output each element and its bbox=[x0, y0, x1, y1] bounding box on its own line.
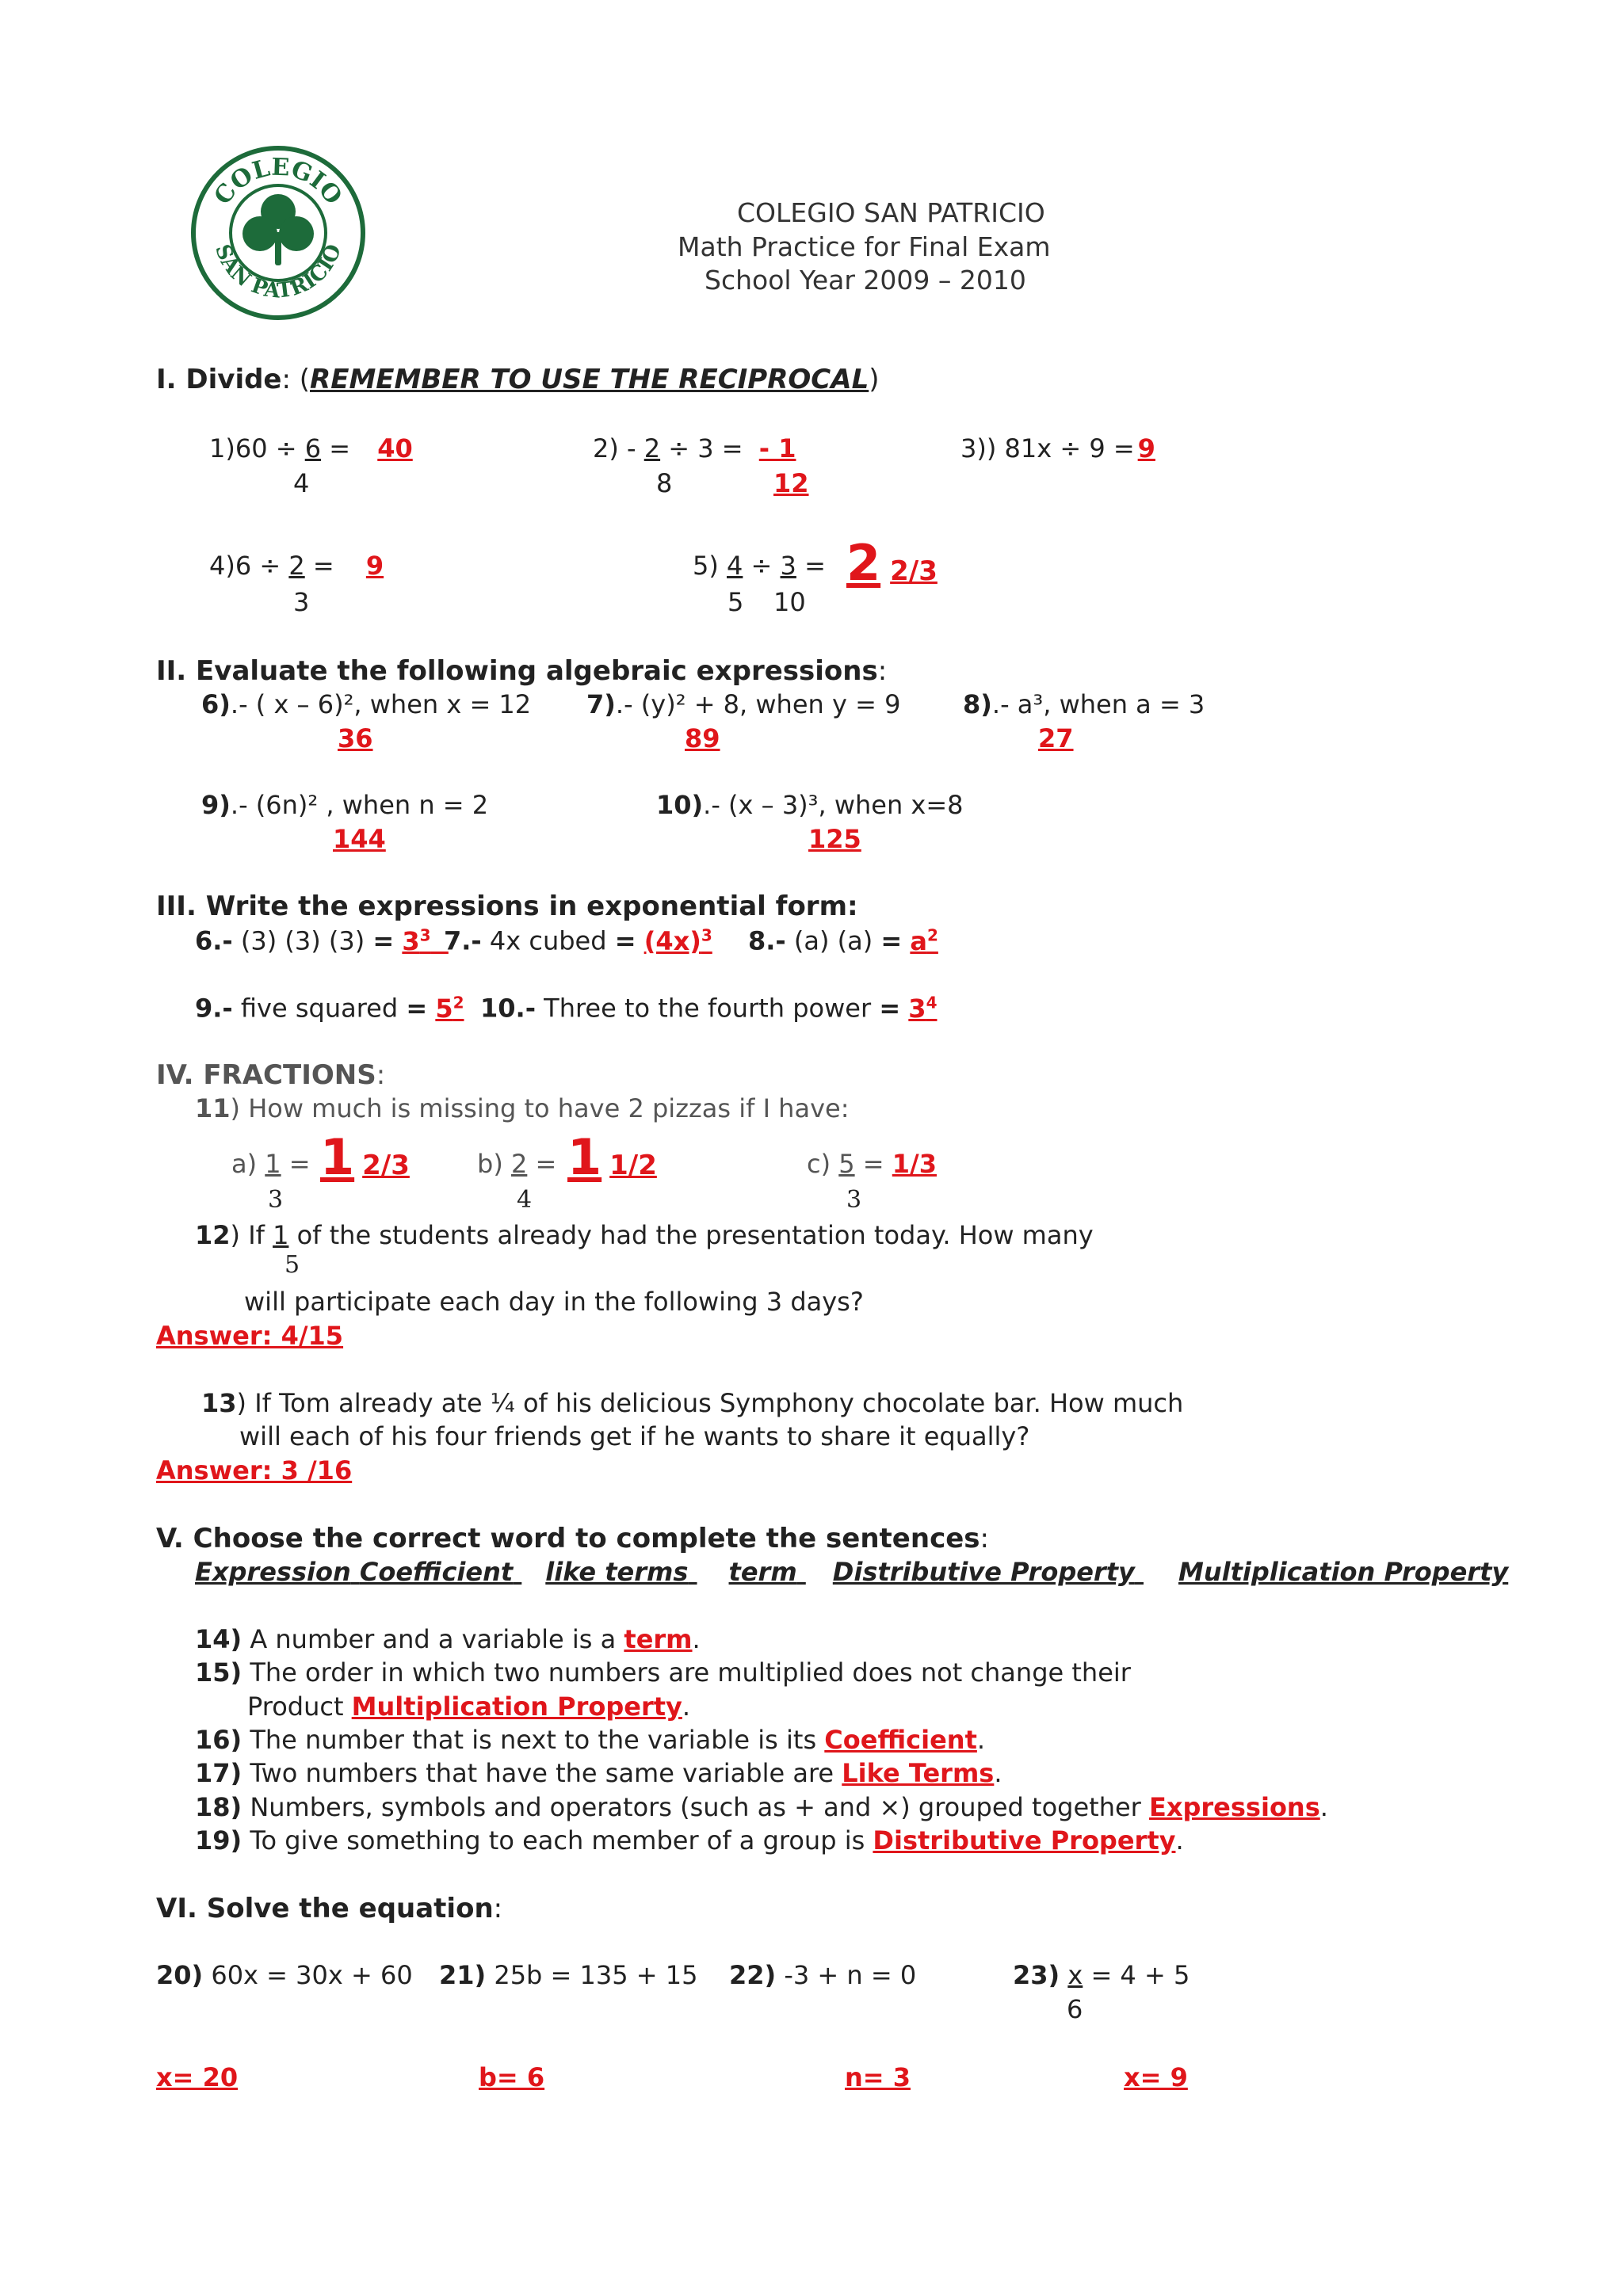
word-like-terms: like terms bbox=[545, 1557, 689, 1587]
answer-10: 125 bbox=[808, 824, 861, 854]
problem-2-denominator: 8 bbox=[656, 468, 673, 498]
school-logo bbox=[190, 145, 366, 321]
question-21: 21) 25b = 135 + 15 bbox=[439, 1960, 698, 1990]
answer-2-denominator: 12 bbox=[773, 468, 809, 498]
exp-answer-7: $(4x)^3$ bbox=[643, 925, 712, 956]
answer-13: Answer: 3 /16 bbox=[156, 1455, 353, 1486]
problem-2: 2) - 2 ÷ 3 = - 1 bbox=[593, 433, 796, 463]
word-term: term bbox=[728, 1557, 797, 1587]
question-12: 12) If 1 of the students already had the presentation today. How many bbox=[195, 1220, 1094, 1250]
word-bank bbox=[195, 1559, 1508, 1585]
question-17: 17) Two numbers that have the same variable are Like Terms. bbox=[195, 1758, 1002, 1788]
section-4-heading: IV. FRACTIONS: bbox=[156, 1059, 386, 1091]
question-22: 22) -3 + n = 0 bbox=[729, 1960, 917, 1990]
word-coefficient: Coefficient bbox=[359, 1557, 514, 1587]
answer-16: Coefficient bbox=[824, 1725, 977, 1755]
question-23-denominator: 6 bbox=[1067, 1994, 1083, 2024]
problem-1: 1)60 ÷ 6 = 40 bbox=[209, 433, 413, 463]
answer-3: 9 bbox=[1137, 433, 1155, 463]
answer-23: x= 9 bbox=[1124, 2062, 1188, 2092]
question-13: 13) If Tom already ate ¼ of his delicious Symphony chocolate bar. How much bbox=[201, 1388, 1184, 1418]
section-5-heading: V. Choose the correct word to complete the sentences: bbox=[156, 1523, 989, 1554]
section-2-heading: II. Evaluate the following algebraic expressions: bbox=[156, 655, 888, 687]
answer-5: 2 2/3 bbox=[846, 534, 938, 592]
answer-12: Answer: 4/15 bbox=[156, 1321, 344, 1351]
problem-5-denominator-1: 5 bbox=[727, 587, 744, 617]
question-20: 20) 60x = 30x + 60 bbox=[156, 1960, 413, 1990]
problem-5: 5) 4 ÷ 3 = bbox=[693, 551, 826, 581]
exp-question-9: 9.- five squared = $5^2$ bbox=[195, 993, 464, 1024]
question-23: 23) x = 4 + 5 bbox=[1013, 1960, 1190, 1990]
answer-9: 144 bbox=[333, 824, 386, 854]
section-1-heading: I. Divide: (REMEMBER TO USE THE RECIPROCAL) bbox=[156, 364, 880, 395]
problem-3: 3)) 81x ÷ 9 = 9 bbox=[960, 433, 1155, 463]
document-title: Math Practice for Final Exam bbox=[678, 231, 1051, 262]
answer-7: 89 bbox=[685, 723, 720, 753]
question-19: 19) To give something to each member of a group is Distributive Property. bbox=[195, 1825, 1184, 1855]
problem-5-denominator-2: 10 bbox=[773, 587, 806, 617]
logo-text-top: COLEGIO bbox=[208, 153, 348, 210]
word-distributive-property: Distributive Property bbox=[832, 1557, 1135, 1587]
fraction-a: a) 1 = bbox=[231, 1149, 311, 1179]
answer-a: 1 2/3 bbox=[320, 1128, 410, 1186]
exp-question-8: 8.- (a) $(a) = a^2$ bbox=[748, 925, 938, 956]
answer-19: Distributive Property bbox=[873, 1825, 1176, 1855]
exp-answer-9: $5^2$ bbox=[435, 993, 464, 1024]
answer-17: Like Terms bbox=[842, 1758, 995, 1788]
problem-4-denominator: 3 bbox=[293, 587, 310, 617]
section-6-heading: VI. Solve the equation: bbox=[156, 1893, 503, 1924]
exp-answer-10: $3^4$ bbox=[908, 993, 938, 1024]
exp-answer-6: $3^3$ bbox=[402, 925, 431, 956]
question-8: 8).- a³, when a = 3 bbox=[963, 689, 1205, 719]
question-16: 16) The number that is next to the variable is its Coefficient. bbox=[195, 1725, 986, 1755]
answer-b: 1 1/2 bbox=[567, 1128, 657, 1186]
answer-8: 27 bbox=[1038, 723, 1074, 753]
school-name: COLEGIO SAN PATRICIO bbox=[737, 197, 1045, 228]
logo-text-bottom: SAN PATRICIO bbox=[210, 241, 347, 303]
answer-20: x= 20 bbox=[156, 2062, 239, 2092]
answer-15: Multiplication Property bbox=[351, 1691, 682, 1722]
question-10: 10).- (x – 3)³, when x=8 bbox=[656, 790, 964, 820]
exp-question-10: 10.- Three to the fourth power = $3^4$ bbox=[480, 993, 938, 1024]
exp-question-6: 6.- (3) (3) $(3) = 3^3$ bbox=[195, 927, 449, 954]
exp-answer-8: $a^2$ bbox=[910, 925, 938, 956]
section-3-heading: III. Write the expressions in exponential form: bbox=[156, 891, 858, 922]
answer-2-numerator: - 1 bbox=[758, 433, 796, 463]
question-15-line-2: Product Multiplication Property. bbox=[247, 1691, 691, 1722]
answer-22: n= 3 bbox=[845, 2062, 911, 2092]
shamrock-icon bbox=[242, 194, 314, 265]
school-year: School Year 2009 – 2010 bbox=[705, 265, 1026, 296]
word-expression: Expression bbox=[195, 1557, 351, 1587]
question-13-line-2: will each of his four friends get if he wants to share it equally? bbox=[239, 1421, 1030, 1451]
answer-c: 1/3 bbox=[892, 1149, 937, 1179]
question-18: 18) Numbers, symbols and operators (such as + and ×) grouped together Expressions. bbox=[195, 1792, 1328, 1822]
fraction-b-denominator: 4 bbox=[517, 1186, 533, 1214]
problem-4: 4)6 ÷ 2 = 9 bbox=[209, 551, 384, 581]
answer-14: term bbox=[624, 1624, 693, 1654]
answer-21: b= 6 bbox=[479, 2062, 545, 2092]
fraction-c-denominator: 3 bbox=[846, 1186, 862, 1214]
question-7: 7).- (y)² + 8, when y = 9 bbox=[586, 689, 901, 719]
question-15: 15) The order in which two numbers are multiplied does not change their bbox=[195, 1657, 1131, 1688]
answer-4: 9 bbox=[365, 551, 384, 581]
question-6: 6).- ( x – 6)², when x = 12 bbox=[201, 689, 532, 719]
answer-6: 36 bbox=[338, 723, 373, 753]
question-12-line-2: will participate each day in the following 3 days? bbox=[244, 1287, 864, 1317]
answer-1: 40 bbox=[377, 433, 413, 463]
question-14: 14) A number and a variable is a term. bbox=[195, 1624, 701, 1654]
problem-1-denominator: 4 bbox=[293, 468, 310, 498]
question-9: 9).- (6n)² , when n = 2 bbox=[201, 790, 489, 820]
fraction-b: b) 2 = bbox=[477, 1149, 557, 1179]
exp-question-7: 7.- 4x cubed = $(4x)^3$ bbox=[444, 925, 712, 956]
word-multiplication-property: Multiplication Property bbox=[1178, 1557, 1509, 1587]
answer-18: Expressions bbox=[1148, 1792, 1320, 1822]
fraction-a-denominator: 3 bbox=[268, 1186, 284, 1214]
fraction-c: c) 5 = 1/3 bbox=[807, 1149, 937, 1179]
question-12-denominator: 5 bbox=[285, 1251, 300, 1279]
question-11: 11) How much is missing to have 2 pizzas if I have: bbox=[195, 1093, 850, 1123]
